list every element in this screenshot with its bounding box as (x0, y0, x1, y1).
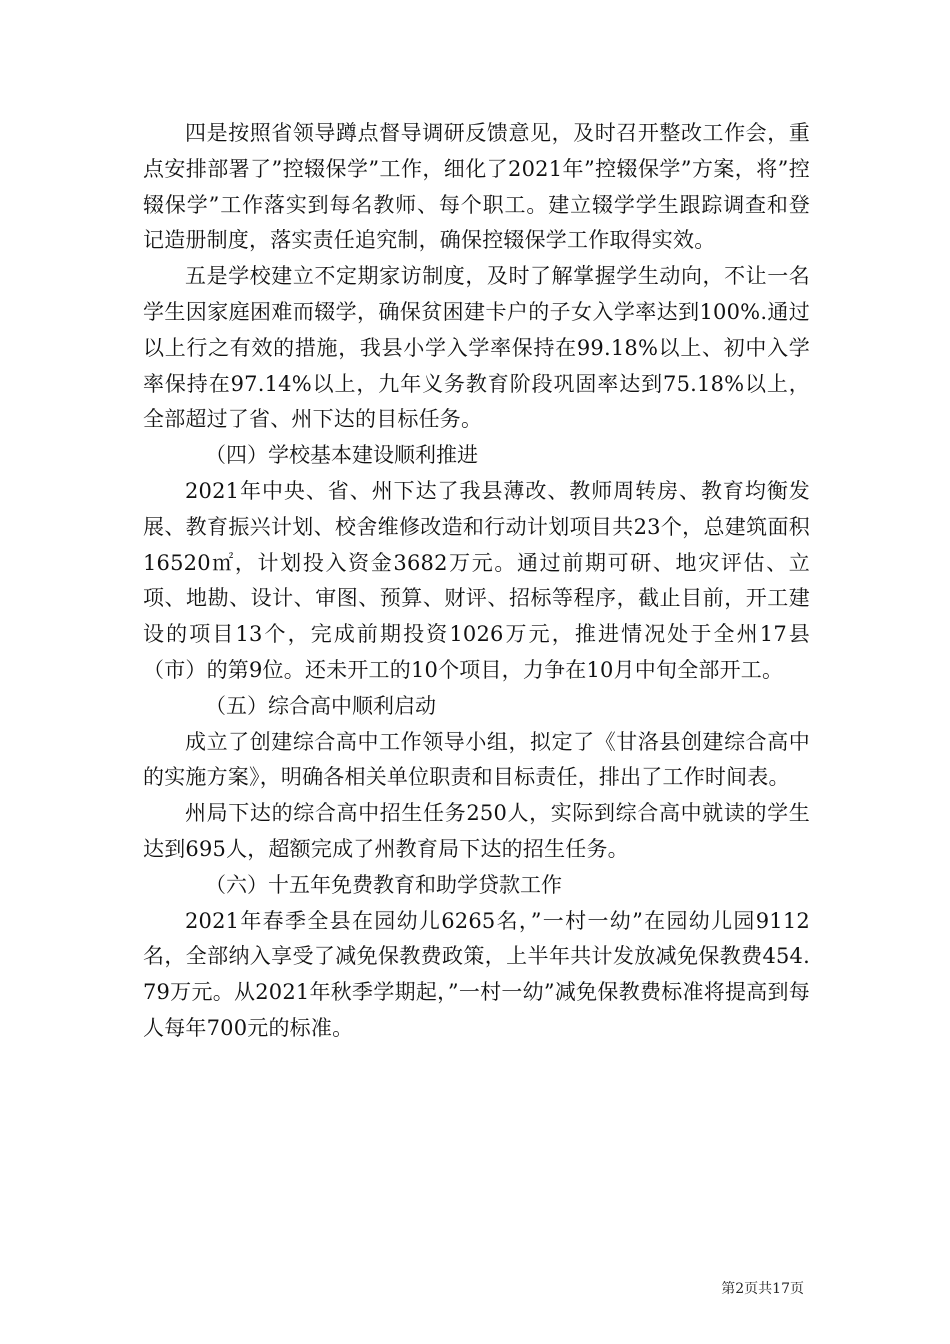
section-heading-school-construction: （四）学校基本建设顺利推进 (205, 443, 478, 468)
paragraph-high-school-enrollment: 州局下达的综合高中招生任务250人，实际到综合高中就读的学生达到695人，超额完成了州教育局下达的招生任务。 (143, 801, 810, 861)
paragraph-construction-projects: 2021年中央、省、州下达了我县薄改、教师周转房、教育均衡发展、教育振兴计划、校舍维修改造和行动计划项目共23个，总建筑面积16520㎡，计划投入资金3682万元。通过前期可研、地灾评估、立项、地勘、设计、审图、预算、财评、招标等程序，截止目前，开工建设的项目13个，完成前期投资1026万元，推进情况处于全州17县（市）的第9位。还未开工的10个项目，力争在10月中旬全部开工。 (143, 478, 810, 682)
page-number-footer: 第2页共17页 (721, 1281, 804, 1297)
paragraph-control-dropout: 四是按照省领导蹲点督导调研反馈意见，及时召开整改工作会，重点安排部署了”控辍保学”工作，细化了2021年”控辍保学”方案，将”控辍保学”工作落实到每名教师、每个职工。建立辍学学生跟踪调查和登记造册制度，落实责任追究制，确保控辍保学工作取得实效。 (143, 121, 810, 253)
document-body (143, 116, 810, 1047)
paragraph-high-school-plan: 成立了创建综合高中工作领导小组，拟定了《甘洛县创建综合高中的实施方案》，明确各相关单位职责和目标责任，排出了工作时间表。 (143, 729, 810, 790)
section-heading-comprehensive-high-school: （五）综合高中顺利启动 (205, 693, 436, 718)
section-heading-free-education: （六）十五年免费教育和助学贷款工作 (205, 872, 562, 897)
paragraph-preschool-fees: 2021年春季全县在园幼儿6265名，”一村一幼”在园幼儿园9112名，全部纳入享受了减免保教费政策，上半年共计发放减免保教费454.79万元。从2021年秋季学期起，”一村一幼”减免保教费标准将提高到每人每年700元的标准。 (143, 908, 810, 1040)
paragraph-home-visits: 五是学校建立不定期家访制度，及时了解掌握学生动向，不让一名学生因家庭困难而辍学，确保贫困建卡户的子女入学率达到100%.通过以上行之有效的措施，我县小学入学率保持在99.18%以上、初中入学率保持在97.14%以上，九年义务教育阶段巩固率达到75.18%以上，全部超过了省、州下达的目标任务。 (143, 264, 810, 432)
